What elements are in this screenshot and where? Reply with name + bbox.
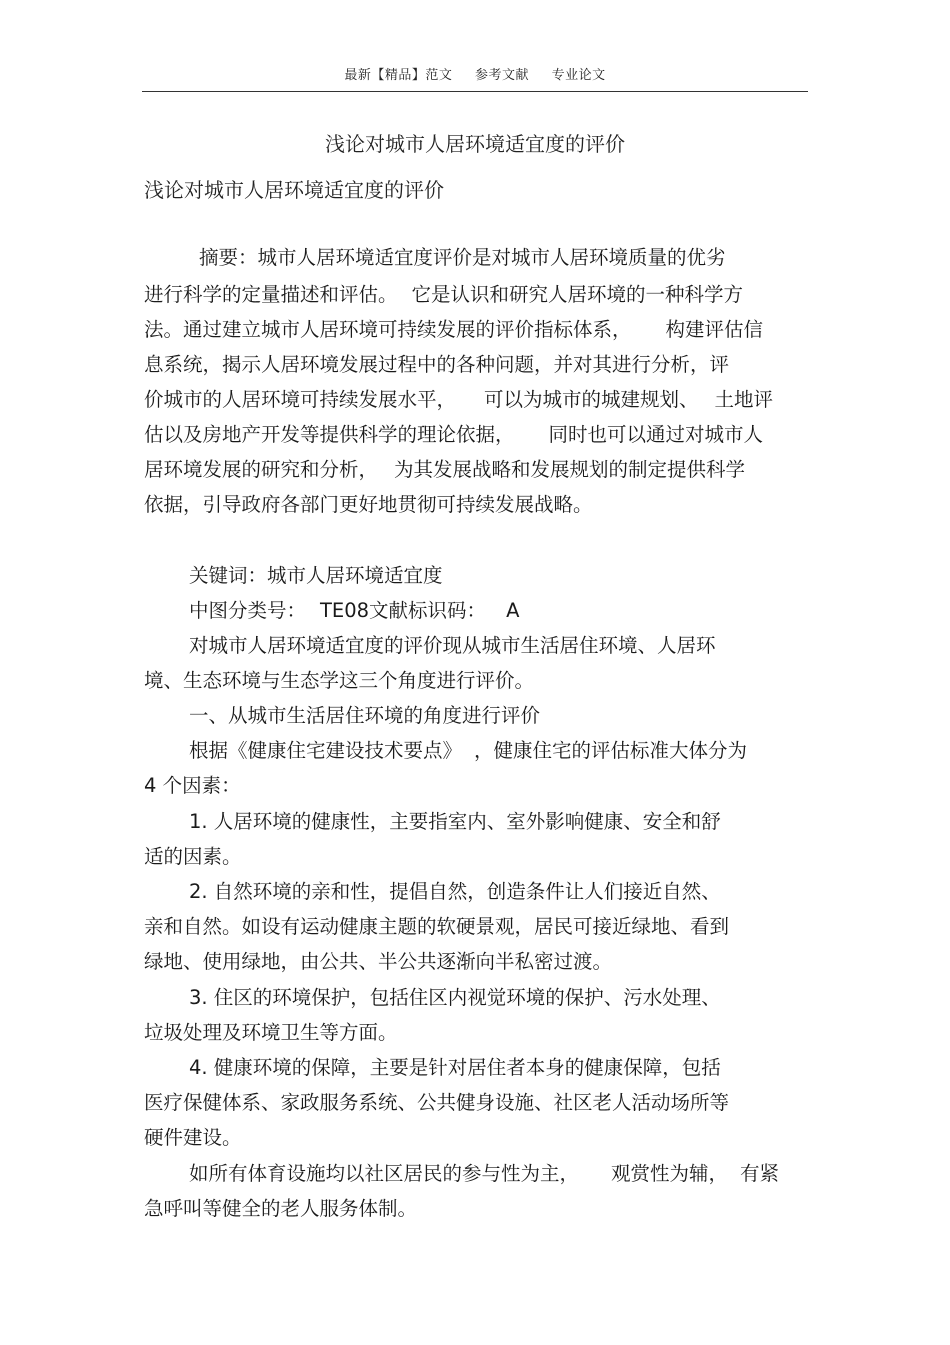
intro-line-2: 境、生态环境与生态学这三个角度进行评价。	[144, 669, 535, 692]
abstract-line-3b: 构建评估信	[665, 318, 764, 341]
abstract-line-3a: 法。通过建立城市人居环境可持续发展的评价指标体系，	[144, 318, 632, 341]
basis-line-1a: 根据《健康住宅建设技术要点》	[189, 739, 463, 762]
abstract-line-5c: 土地评	[714, 388, 774, 411]
abstract-line-7	[144, 457, 745, 483]
basis-line-1b: ，健康住宅的评估标准大体分为	[474, 739, 748, 762]
document-subtitle: 浅论对城市人居环境适宜度的评价	[144, 178, 444, 202]
closing-line-1	[189, 1161, 779, 1187]
abstract-line-6a: 估以及房地产开发等提供科学的理论依据，	[144, 423, 515, 446]
abstract-line-1: 摘要：城市人居环境适宜度评价是对城市人居环境质量的优劣	[199, 246, 726, 269]
document-title: 浅论对城市人居环境适宜度的评价	[325, 132, 625, 156]
abstract-line-2b: 它是认识和研究人居环境的一种科学方	[411, 283, 744, 306]
classification-line	[189, 598, 519, 624]
section-heading-1: 一、从城市生活居住环境的角度进行评价	[189, 704, 541, 727]
abstract-line-8: 依据，引导政府各部门更好地贯彻可持续发展战略。	[144, 493, 593, 516]
abstract-line-6b: 同时也可以通过对城市人	[548, 423, 764, 446]
abstract-line-7b: 为其发展战略和发展规划的制定提供科学	[394, 458, 746, 481]
header-label-featured: 最新【精品】范文	[344, 68, 453, 83]
item-4-line-1: 4. 健康环境的保障，主要是针对居住者本身的健康保障，包括	[189, 1056, 721, 1079]
header-label-references: 参考文献	[474, 68, 529, 83]
abstract-line-3	[144, 317, 763, 343]
intro-line-1: 对城市人居环境适宜度的评价现从城市生活居住环境、人居环	[189, 634, 716, 657]
document-code-label: TE08文献标识码：	[320, 599, 487, 622]
basis-line-1	[189, 738, 747, 764]
closing-line-1b: 观赏性为辅，	[611, 1162, 729, 1185]
header-divider	[142, 91, 808, 92]
abstract-line-2	[144, 282, 743, 308]
closing-line-1a: 如所有体育设施均以社区居民的参与性为主，	[189, 1162, 580, 1185]
page-header	[142, 64, 808, 83]
item-3-line-1: 3. 住区的环境保护，包括住区内视觉环境的保护、污水处理、	[189, 986, 721, 1009]
abstract-line-6	[144, 422, 763, 448]
header-label-papers: 专业论文	[551, 68, 606, 83]
classification-label: 中图分类号：	[189, 599, 307, 622]
item-1-line-2: 适的因素。	[144, 845, 242, 868]
item-3-line-2: 垃圾处理及环境卫生等方面。	[144, 1021, 398, 1044]
item-2-line-1: 2. 自然环境的亲和性，提倡自然，创造条件让人们接近自然、	[189, 880, 721, 903]
item-4-line-2: 医疗保健体系、家政服务系统、公共健身设施、社区老人活动场所等	[144, 1091, 730, 1114]
item-2-line-3: 绿地、使用绿地，由公共、半公共逐渐向半私密过渡。	[144, 950, 613, 973]
item-1-line-1: 1. 人居环境的健康性，主要指室内、室外影响健康、安全和舒	[189, 810, 721, 833]
abstract-line-5	[144, 387, 773, 413]
keywords-line: 关键词：城市人居环境适宜度	[189, 564, 443, 587]
abstract-line-4: 息系统，揭示人居环境发展过程中的各种问题，并对其进行分析，评	[144, 353, 730, 376]
item-4-line-3: 硬件建设。	[144, 1126, 242, 1149]
document-code-value: A	[506, 599, 520, 622]
abstract-line-7a: 居环境发展的研究和分析，	[144, 458, 379, 481]
abstract-line-5a: 价城市的人居环境可持续发展水平，	[144, 388, 457, 411]
item-2-line-2: 亲和自然。如设有运动健康主题的软硬景观，居民可接近绿地、看到	[144, 915, 730, 938]
abstract-line-5b: 可以为城市的城建规划、	[484, 388, 699, 411]
abstract-line-2a: 进行科学的定量描述和评估。	[144, 283, 398, 306]
closing-line-2: 急呼叫等健全的老人服务体制。	[144, 1197, 418, 1220]
closing-line-1c: 有紧	[740, 1162, 780, 1185]
basis-line-2: 4 个因素：	[144, 774, 241, 797]
